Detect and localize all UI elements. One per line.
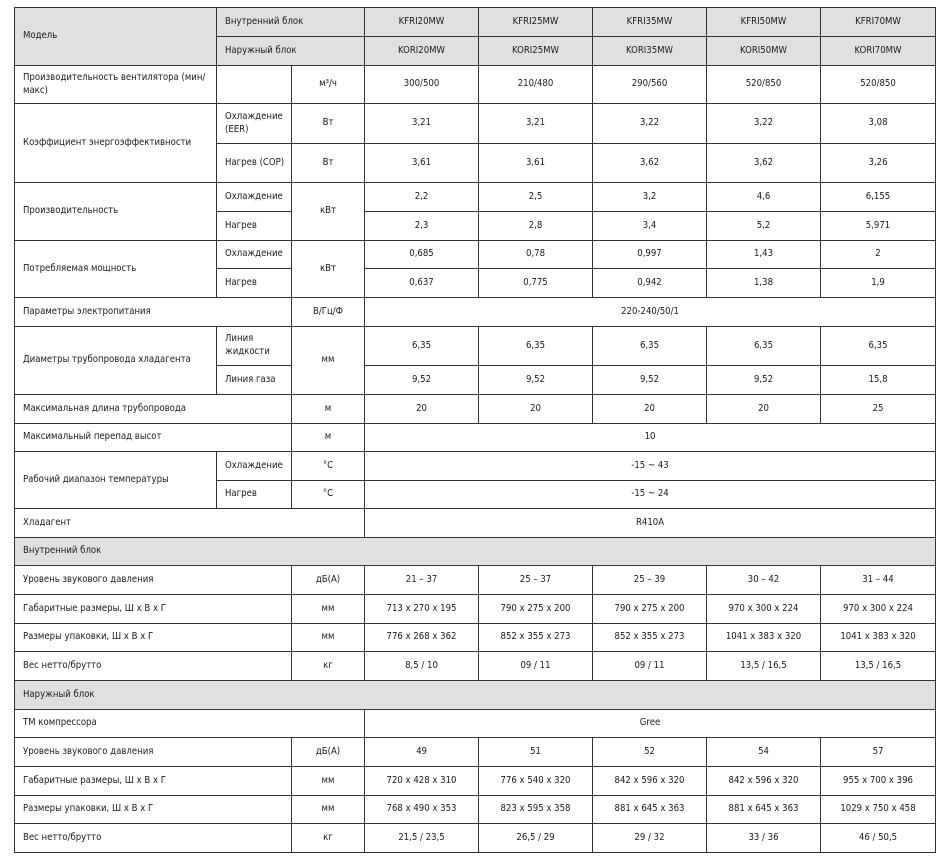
value-cell: 6,35 <box>479 327 593 366</box>
supply-row <box>15 298 936 327</box>
row-label: Хладагент <box>15 509 365 538</box>
value-cell: 9,52 <box>593 366 707 395</box>
indoor-model: KFRI25MW <box>479 8 593 37</box>
indoor-model: KFRI20MW <box>365 8 479 37</box>
sub-label: Нагрев <box>217 269 292 298</box>
value-cell: 713 x 270 x 195 <box>365 595 479 624</box>
value-cell: 970 x 300 x 224 <box>707 595 821 624</box>
value-cell: 49 <box>365 738 479 767</box>
unit-cell: Вт <box>292 104 365 144</box>
value-cell: 26,5 / 29 <box>479 824 593 853</box>
value-cell: 520/850 <box>821 66 936 104</box>
section-title: Внутренний блок <box>15 538 936 566</box>
value-cell: 20 <box>707 395 821 424</box>
pipe-liquid-row <box>15 327 936 366</box>
indoor-weight-row <box>15 652 936 681</box>
value-cell: 823 x 595 x 358 <box>479 796 593 824</box>
compressor-row <box>15 710 936 738</box>
sub-label: Нагрев <box>217 481 292 509</box>
value-cell: 768 x 490 x 353 <box>365 796 479 824</box>
value-cell: 2,2 <box>365 183 479 212</box>
value-cell: 3,22 <box>593 104 707 144</box>
value-cell: 20 <box>479 395 593 424</box>
sub-label: Нагрев (COP) <box>217 144 292 183</box>
outdoor-package-row <box>15 796 936 824</box>
row-label: Потребляемая мощность <box>15 241 217 298</box>
value-cell: 6,35 <box>365 327 479 366</box>
row-label: Производительность <box>15 183 217 241</box>
temp-cooling-row <box>15 452 936 481</box>
eer-row <box>15 104 936 144</box>
value-cell: 6,155 <box>821 183 936 212</box>
value-cell: 29 / 32 <box>593 824 707 853</box>
value-cell: 290/560 <box>593 66 707 104</box>
value-cell: 5,2 <box>707 212 821 241</box>
value-cell: 3,22 <box>707 104 821 144</box>
section-title: Наружный блок <box>15 681 936 710</box>
outdoor-section-row <box>15 681 936 710</box>
value-cell: 852 x 355 x 273 <box>593 624 707 652</box>
value-cell: 3,62 <box>593 144 707 183</box>
indoor-package-row <box>15 624 936 652</box>
value-cell: 790 x 275 x 200 <box>593 595 707 624</box>
value-cell: 842 x 596 x 320 <box>593 767 707 796</box>
value-cell: 9,52 <box>365 366 479 395</box>
row-label: Коэффициент энергоэффективности <box>15 104 217 183</box>
value-cell: 6,35 <box>593 327 707 366</box>
outdoor-model: KORI25MW <box>479 37 593 66</box>
row-label: Вес нетто/брутто <box>15 652 292 681</box>
row-label: Габаритные размеры, Ш x В x Г <box>15 767 292 796</box>
value-cell: 13,5 / 16,5 <box>821 652 936 681</box>
value-cell: 720 x 428 x 310 <box>365 767 479 796</box>
unit-cell: °С <box>292 452 365 481</box>
value-cell: 54 <box>707 738 821 767</box>
sub-label: Охлаждение <box>217 183 292 212</box>
value-cell: 300/500 <box>365 66 479 104</box>
unit-cell: кг <box>292 824 365 853</box>
unit-cell: мм <box>292 595 365 624</box>
sub-label: Охлаждение <box>217 241 292 269</box>
value-cell: 970 x 300 x 224 <box>821 595 936 624</box>
outdoor-model: KORI35MW <box>593 37 707 66</box>
row-label: Вес нетто/брутто <box>15 824 292 853</box>
value-cell: 4,6 <box>707 183 821 212</box>
value-cell: 57 <box>821 738 936 767</box>
outdoor-model: KORI20MW <box>365 37 479 66</box>
row-label: Размеры упаковки, Ш x В x Г <box>15 624 292 652</box>
value-cell: 1,43 <box>707 241 821 269</box>
value-cell: 3,61 <box>479 144 593 183</box>
row-label: Размеры упаковки, Ш x В x Г <box>15 796 292 824</box>
unit-cell: кВт <box>292 183 365 241</box>
indoor-model: KFRI50MW <box>707 8 821 37</box>
sub-label: Линия газа <box>217 366 292 395</box>
value-cell: 20 <box>593 395 707 424</box>
indoor-section-row <box>15 538 936 566</box>
sub-label: Нагрев <box>217 212 292 241</box>
indoor-model: KFRI35MW <box>593 8 707 37</box>
value-cell: 13,5 / 16,5 <box>707 652 821 681</box>
value-cell: 0,942 <box>593 269 707 298</box>
unit-cell: мм <box>292 767 365 796</box>
value-cell: 33 / 36 <box>707 824 821 853</box>
model-label: Модель <box>15 8 217 66</box>
value-cell: 1,9 <box>821 269 936 298</box>
value-cell: 0,997 <box>593 241 707 269</box>
unit-cell: кВт <box>292 241 365 298</box>
sub-label: Линия жидкости <box>217 327 292 366</box>
unit-cell: дБ(А) <box>292 566 365 595</box>
unit-cell: Вт <box>292 144 365 183</box>
row-label: Параметры электропитания <box>15 298 292 327</box>
value-cell: 790 x 275 x 200 <box>479 595 593 624</box>
outdoor-model: KORI50MW <box>707 37 821 66</box>
value-cell: 15,8 <box>821 366 936 395</box>
value-cell: 1041 x 383 x 320 <box>707 624 821 652</box>
unit-cell: мм <box>292 327 365 395</box>
row-label: Максимальная длина трубопровода <box>15 395 292 424</box>
value-cell: 3,21 <box>479 104 593 144</box>
unit-cell: мм <box>292 796 365 824</box>
value-cell: 9,52 <box>707 366 821 395</box>
value-cell: 2,8 <box>479 212 593 241</box>
outdoor-noise-row <box>15 738 936 767</box>
value-cell: 776 x 268 x 362 <box>365 624 479 652</box>
value-cell: 5,971 <box>821 212 936 241</box>
value-cell: 09 / 11 <box>479 652 593 681</box>
value-cell: 955 x 700 x 396 <box>821 767 936 796</box>
value-cell: 9,52 <box>479 366 593 395</box>
value-cell: 3,26 <box>821 144 936 183</box>
row-label: ТМ компрессора <box>15 710 365 738</box>
value-cell: 3,21 <box>365 104 479 144</box>
merged-value-cell: R410A <box>365 509 936 538</box>
value-cell: 852 x 355 x 273 <box>479 624 593 652</box>
unit-cell: В/Гц/Ф <box>292 298 365 327</box>
outdoor-model: KORI70MW <box>821 37 936 66</box>
value-cell: 3,08 <box>821 104 936 144</box>
value-cell: 31 – 44 <box>821 566 936 595</box>
empty-cell <box>217 66 292 104</box>
unit-cell: °С <box>292 481 365 509</box>
pipe-length-row <box>15 395 936 424</box>
unit-cell: кг <box>292 652 365 681</box>
merged-value-cell: 220-240/50/1 <box>365 298 936 327</box>
value-cell: 1,38 <box>707 269 821 298</box>
value-cell: 21,5 / 23,5 <box>365 824 479 853</box>
row-label: Уровень звукового давления <box>15 566 292 595</box>
unit-cell: дБ(А) <box>292 738 365 767</box>
fan-row <box>15 66 936 104</box>
unit-cell: мм <box>292 624 365 652</box>
value-cell: 881 x 645 x 363 <box>593 796 707 824</box>
value-cell: 2 <box>821 241 936 269</box>
value-cell: 1041 x 383 x 320 <box>821 624 936 652</box>
value-cell: 0,775 <box>479 269 593 298</box>
unit-cell: м <box>292 395 365 424</box>
value-cell: 25 – 37 <box>479 566 593 595</box>
merged-value-cell: -15 ~ 24 <box>365 481 936 509</box>
value-cell: 881 x 645 x 363 <box>707 796 821 824</box>
value-cell: 20 <box>365 395 479 424</box>
outdoor-unit-label: Наружный блок <box>217 37 365 66</box>
value-cell: 6,35 <box>707 327 821 366</box>
value-cell: 3,61 <box>365 144 479 183</box>
unit-cell: м³/ч <box>292 66 365 104</box>
value-cell: 0,685 <box>365 241 479 269</box>
refrigerant-row <box>15 509 936 538</box>
row-label: Рабочий диапазон температуры <box>15 452 217 509</box>
value-cell: 1029 x 750 x 458 <box>821 796 936 824</box>
value-cell: 210/480 <box>479 66 593 104</box>
indoor-unit-label: Внутренний блок <box>217 8 365 37</box>
value-cell: 25 – 39 <box>593 566 707 595</box>
value-cell: 30 – 42 <box>707 566 821 595</box>
row-label: Производительность вентилятора (мин/макс) <box>15 66 217 104</box>
value-cell: 21 – 37 <box>365 566 479 595</box>
outdoor-weight-row <box>15 824 936 853</box>
value-cell: 2,5 <box>479 183 593 212</box>
value-cell: 09 / 11 <box>593 652 707 681</box>
value-cell: 2,3 <box>365 212 479 241</box>
value-cell: 51 <box>479 738 593 767</box>
value-cell: 520/850 <box>707 66 821 104</box>
height-diff-row <box>15 424 936 452</box>
row-label: Габаритные размеры, Ш x В x Г <box>15 595 292 624</box>
merged-value-cell: Gree <box>365 710 936 738</box>
merged-value-cell: -15 ~ 43 <box>365 452 936 481</box>
capacity-cooling-row <box>15 183 936 212</box>
value-cell: 3,4 <box>593 212 707 241</box>
header-row-indoor <box>15 8 936 37</box>
outdoor-dimensions-row <box>15 767 936 796</box>
merged-value-cell: 10 <box>365 424 936 452</box>
indoor-dimensions-row <box>15 595 936 624</box>
value-cell: 776 x 540 x 320 <box>479 767 593 796</box>
value-cell: 52 <box>593 738 707 767</box>
indoor-noise-row <box>15 566 936 595</box>
row-label: Максимальный перепад высот <box>15 424 292 452</box>
value-cell: 8,5 / 10 <box>365 652 479 681</box>
value-cell: 3,2 <box>593 183 707 212</box>
value-cell: 6,35 <box>821 327 936 366</box>
power-cooling-row <box>15 241 936 269</box>
sub-label: Охлаждение <box>217 452 292 481</box>
row-label: Уровень звукового давления <box>15 738 292 767</box>
sub-label: Охлаждение (EER) <box>217 104 292 144</box>
unit-cell: м <box>292 424 365 452</box>
row-label: Диаметры трубопровода хладагента <box>15 327 217 395</box>
indoor-model: KFRI70MW <box>821 8 936 37</box>
spec-table <box>14 7 936 853</box>
value-cell: 46 / 50,5 <box>821 824 936 853</box>
value-cell: 3,62 <box>707 144 821 183</box>
value-cell: 842 x 596 x 320 <box>707 767 821 796</box>
value-cell: 0,78 <box>479 241 593 269</box>
value-cell: 0,637 <box>365 269 479 298</box>
value-cell: 25 <box>821 395 936 424</box>
